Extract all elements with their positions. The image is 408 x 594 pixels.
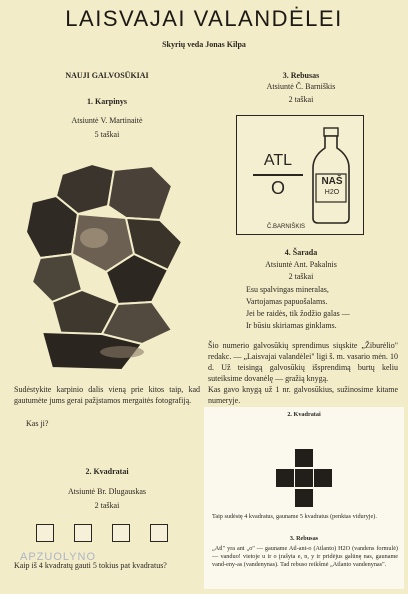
page-title: LAISVAJAI VALANDĖLEI (65, 6, 343, 31)
rebus-image (236, 115, 364, 235)
puzzle2-points: 2 taškai (94, 501, 120, 510)
rebus-author: Atsiuntė Č. Barniškis (266, 82, 336, 91)
inset-answer-2: „Atl" yra ant „o" — gauname Atl-ant-o (Atlanto) H2O (vandens formulė) — vanduo! vietoje u ir o įrašyta e, n, y ir pridėjus galūnę nas, gauname vand-eny-as (vandenynas). Tad rebuso reikšmė „Atlanto vandenynas". (212, 545, 398, 568)
answers-inset (204, 407, 404, 589)
section-heading: NAUJI GALVOSŪKIAI (65, 71, 149, 80)
sarada-author: Atsiuntė Ant. Pakalnis (265, 260, 337, 269)
rebus-denominator: O (270, 178, 285, 198)
rebus-numerator: ATL (263, 152, 293, 169)
notice-paragraph-1: Šio numerio galvosūkių sprendimus siųskite „Žiburėlio" redakc. — „Laisvajai valandėlei" ligi š. m. vasario mėn. 10 d. Už teisingą galvosūkių išsprendimą burtų keliu suteiksime dovanėlę — gražią knygą. (208, 341, 398, 383)
cross-square-bottom (295, 489, 313, 507)
bottle-label: NAŠ (321, 176, 343, 187)
sarada-line-2: Vartojamas papuošalams. (246, 297, 328, 306)
cross-square-right (314, 469, 332, 487)
cross-square-center (295, 469, 313, 487)
cross-square-top (295, 449, 313, 467)
square-1 (36, 524, 54, 542)
puzzle2-title: 2. Kvadratai (85, 467, 129, 476)
puzzle2-author: Atsiuntė Br. Dlugauskas (68, 487, 146, 496)
bottle-sub: H2O (324, 189, 340, 196)
editor-name: Jonas Kilpa (205, 40, 246, 49)
square-4 (150, 524, 168, 542)
fraction-line (253, 174, 303, 176)
sarada-title: 4. Šarada (284, 248, 318, 257)
puzzle1-question: Kas ji? (26, 419, 49, 428)
square-3 (112, 524, 130, 542)
puzzle2-task: Kaip iš 4 kvadratų gauti 5 tokius pat kvadratus? (14, 561, 167, 570)
square-2 (74, 524, 92, 542)
notice-paragraph-2: Kas gavo knygą už 1 nr. galvosūkius, sužinosime kitame numeryje. (208, 385, 398, 405)
inset-heading-2: 3. Rebusas (289, 535, 319, 542)
puzzle1-task: Sudėstykite karpinio dalis vieną prie kitos taip, kad gautumėte jums gerai pažįstamos mergaitės fotografiją. (14, 385, 200, 405)
sarada-line-1: Esu spalvingas mineralas, (246, 285, 329, 294)
cutout-puzzle-image (22, 162, 200, 374)
sarada-line-3: Jei be raidės, tik žodžio galas — (246, 309, 350, 318)
rebus-title: 3. Rebusas (282, 71, 320, 80)
puzzle1-title: 1. Karpinys (86, 97, 127, 106)
rebus-signature: Č.BARNIŠKIS (266, 224, 305, 230)
rebus-points: 2 taškai (288, 95, 314, 104)
inset-answer-1: Taip sudėstę 4 kvadratus, gauname 5 kvadratus (penktas viduryje). (212, 513, 377, 520)
watermark: APZUOLYNO (20, 551, 97, 563)
editor-line (0, 40, 408, 49)
sarada-points: 2 taškai (288, 272, 314, 281)
editor-prefix: Skyrių veda (162, 40, 206, 49)
sarada-line-4: Ir būsiu skiriamas ginklams. (246, 321, 337, 330)
puzzle1-author: Atsiuntė V. Martinaitė (71, 116, 143, 125)
puzzle1-points: 5 taškai (94, 130, 120, 139)
inset-heading-1: 2. Kvadratai (287, 411, 321, 418)
cross-square-left (276, 469, 294, 487)
